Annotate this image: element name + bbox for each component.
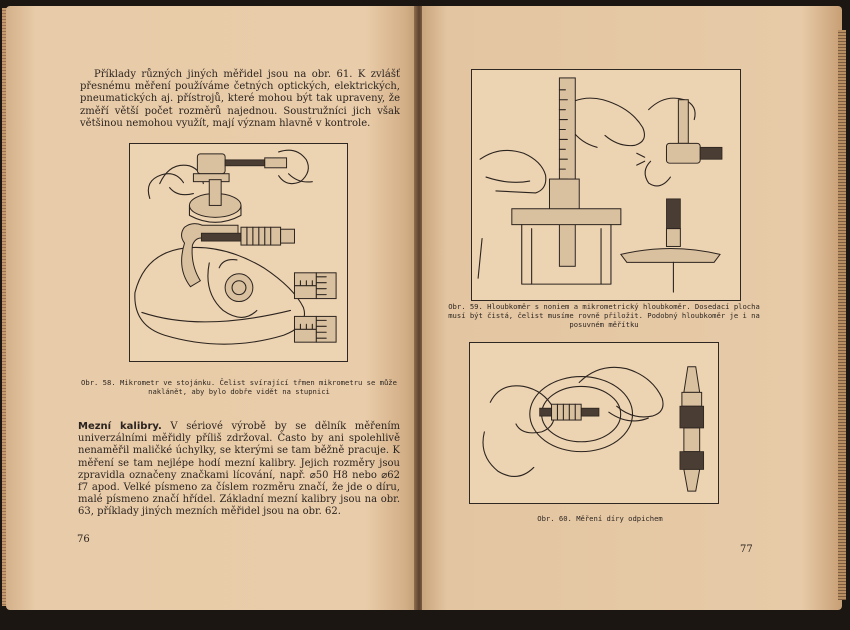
figure-59-depth-gauges (471, 69, 741, 301)
paragraph-other-gauges: Příklady různých jiných měřidel jsou na obr. 61. K zvlášť přesnému měření používáme četných optických, elektrických, pneumatických aj. přístrojů, které mohou být tak upraveny, že změří větší počet rozměrů najednou. Soustružníci jich však většinou nemohou využít, mají význam hlavně v kontrole. (80, 69, 400, 129)
page-number-left: 76 (77, 534, 90, 545)
figure-59-caption: Obr. 59. Hloubkoměr s noniem a mikrometrický hloubkoměr. Dosedací plocha musí být čistá, čelist musíme rovně přiložit. Podobný hloubkoměr je i na posuvném měřítku (448, 302, 760, 329)
figure-60-caption: Obr. 60. Měření díry odpichem (537, 514, 663, 523)
paragraph-limit-gauges (78, 421, 400, 519)
figure-60-bore-measuring (469, 342, 719, 504)
limit-gauges-text: V sériové výrobě by se dělník měřením univerzálními měřidly příliš zdržoval. Často by ani spolehlivě nenaměřil maličké úchylky, se kterými se tam běžně pracuje. K měření se tam nejlépe hodí mezní kalibry. Jejich rozměry jsou zpravidla označeny značkami lícování, např. ⌀50 H8 nebo ⌀62 f7 apod. Velké písmeno za číslem rozměru značí, že jde o díru, malé písmeno značí hřídel. Základní mezní kalibry jsou na obr. 63, příklady jiných mezních měřidel jsou na obr. 62. (78, 421, 400, 518)
figure-58-caption: Obr. 58. Mikrometr ve stojánku. Čelist svírající třmen mikrometru se může naklánět, aby bylo dobře vidět na stupnici (81, 378, 397, 396)
right-page-edges (838, 30, 846, 600)
bore-measuring-illustration (470, 343, 718, 503)
figure-58-micrometer-stand (129, 143, 348, 362)
limit-gauges-heading: Mezní kalibry. (78, 421, 162, 432)
micrometer-stand-illustration (130, 144, 347, 361)
page-number-right: 77 (740, 544, 753, 555)
depth-gauge-illustration (472, 70, 740, 300)
